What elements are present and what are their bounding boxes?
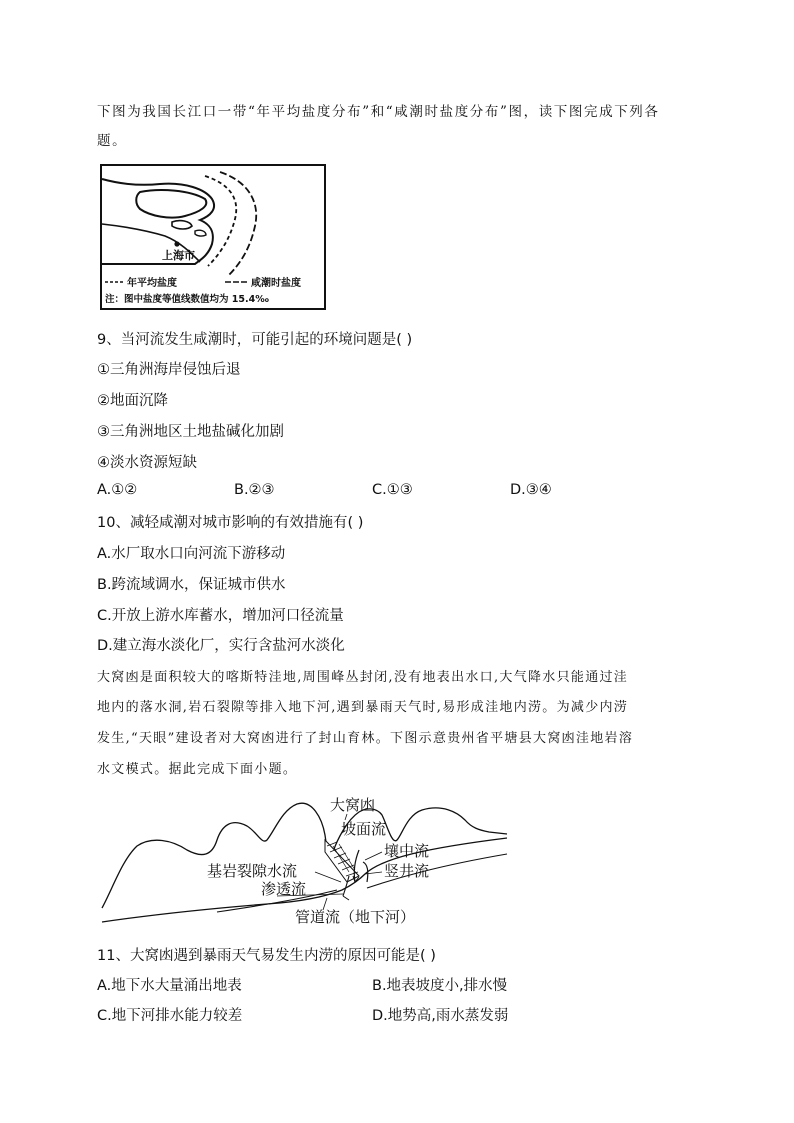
question-10-option-d[interactable]: D.建立海水淡化厂，实行含盐河水淡化	[97, 638, 345, 654]
question-10-option-a[interactable]: A.水厂取水口向河流下游移动	[97, 546, 286, 562]
salinity-map-figure	[100, 164, 326, 310]
question-11-stem: 11、大窝凼遇到暴雨天气易发生内涝的原因可能是( )	[97, 948, 436, 964]
question-9-item-4: ④淡水资源短缺	[97, 455, 197, 471]
intro2-line-4: 水文模式。据此完成下面小题。	[97, 762, 298, 777]
map-note: 注：图中盐度等值线数值均为 15.4‰	[105, 294, 269, 305]
question-11-option-a[interactable]: A.地下水大量涌出地表	[97, 978, 242, 994]
question-9-item-1: ①三角洲海岸侵蚀后退	[97, 362, 241, 378]
legend-annual-label: 年平均盐度	[127, 278, 177, 289]
dawodang-label: 大窝凼	[330, 796, 376, 814]
question-10-stem: 10、减轻咸潮对城市影响的有效措施有( )	[97, 515, 364, 531]
question-10-option-b[interactable]: B.跨流域调水，保证城市供水	[97, 577, 286, 593]
question-11-option-c[interactable]: C.地下河排水能力较差	[97, 1008, 243, 1024]
slope-flow-label: 坡面流	[341, 820, 387, 838]
question-11-option-d[interactable]: D.地势高,雨水蒸发弱	[372, 1008, 509, 1024]
question-9-option-a[interactable]: A.①②	[97, 482, 138, 498]
intro2-line-2: 地内的落水洞,岩石裂隙等排入地下河,遇到暴雨天气时,易形成洼地内涝。为减少内涝	[97, 700, 629, 715]
question-9-option-b[interactable]: B.②③	[234, 482, 275, 498]
seepage-flow-label: 渗透流	[261, 880, 307, 898]
question-9-item-3: ③三角洲地区土地盐碱化加剧	[97, 424, 284, 440]
intro-text-line-2: 题。	[97, 133, 128, 149]
city-dot-icon	[174, 241, 179, 246]
bedrock-fissure-flow-label: 基岩裂隙水流	[207, 862, 298, 880]
question-11-option-b[interactable]: B.地表坡度小,排水慢	[372, 978, 508, 994]
city-label: 上海市	[162, 249, 195, 262]
intro-text-line-1: 下图为我国长江口一带“年平均盐度分布”和“咸潮时盐度分布”图，读下图完成下列各	[97, 104, 660, 120]
shaft-flow-label: 竖井流	[384, 862, 430, 880]
legend-tidal-label: 咸潮时盐度	[251, 278, 301, 289]
question-9-option-d[interactable]: D.③④	[510, 482, 552, 498]
question-10-option-c[interactable]: C.开放上游水库蓄水，增加河口径流量	[97, 608, 344, 624]
soil-flow-label: 壤中流	[384, 842, 430, 860]
question-9-option-c[interactable]: C.①③	[372, 482, 413, 498]
intro2-line-1: 大窝凼是面积较大的喀斯特洼地,周围峰丛封闭,没有地表出水口,大气降水只能通过洼	[97, 670, 629, 685]
intro2-line-3: 发生,“天眼”建设者对大窝凼进行了封山育林。下图示意贵州省平塘县大窝凼洼地岩溶	[97, 731, 634, 746]
question-9-item-2: ②地面沉降	[97, 393, 168, 409]
karst-hydrology-diagram	[97, 790, 517, 930]
question-9-stem: 9、当河流发生咸潮时，可能引起的环境问题是( )	[97, 332, 413, 348]
conduit-flow-label: 管道流（地下河）	[295, 908, 416, 926]
